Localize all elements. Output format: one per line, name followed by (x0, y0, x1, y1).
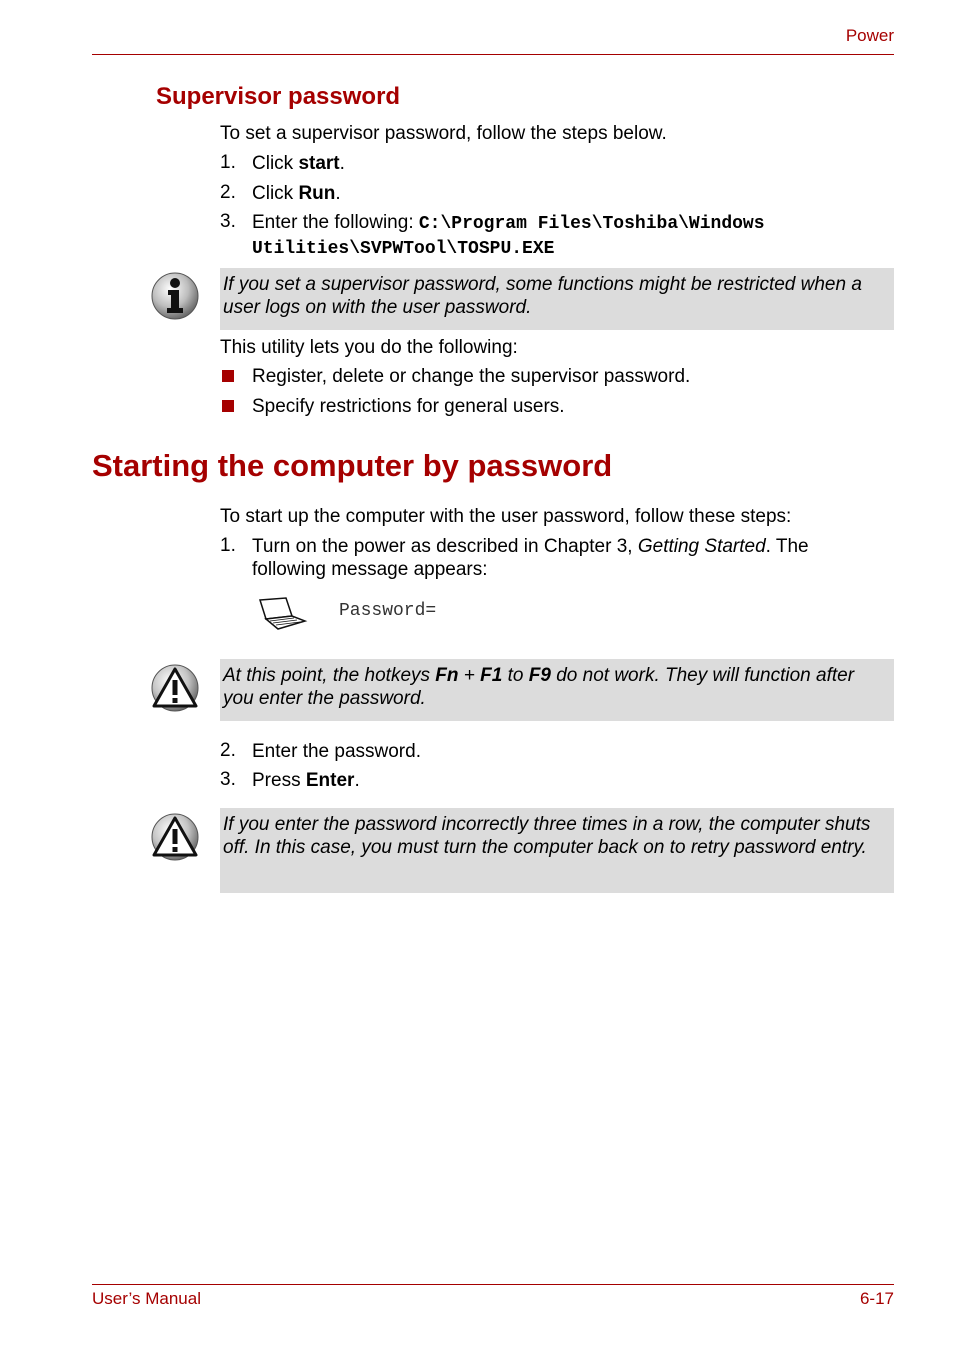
step-number: 2. (220, 182, 236, 203)
step-number: 2. (220, 740, 236, 761)
caution-icon (150, 812, 200, 862)
caution-note-hotkeys: At this point, the hotkeys Fn + F1 to F9 do not work. They will function after you enter the password. (220, 659, 894, 721)
supervisor-intro: To set a supervisor password, follow the steps below. (220, 123, 667, 144)
section-heading-starting: Starting the computer by password (92, 448, 613, 483)
page-number: 6-17 (859, 1289, 894, 1308)
utility-intro: This utility lets you do the following: (220, 337, 518, 358)
bullet-square-icon (222, 370, 234, 382)
command-path-cont: Utilities\SVPWTool\TOSPU.EXE (252, 239, 555, 259)
bold-term: Enter (305, 770, 355, 791)
step-number: 3. (220, 769, 236, 790)
bold-term: Run (298, 183, 336, 204)
bullet-square-icon (222, 400, 234, 412)
header-rule (92, 54, 894, 55)
chapter-title: Getting Started (637, 536, 766, 557)
key-f1: F1 (480, 665, 503, 686)
info-note: If you set a supervisor password, some functions might be restricted when a user logs on with the user password. (220, 268, 894, 330)
starting-intro: To start up the computer with the user password, follow these steps: (220, 506, 792, 527)
key-f9: F9 (528, 665, 551, 686)
section-heading-supervisor: Supervisor password (156, 83, 401, 110)
footer-rule (92, 1284, 894, 1285)
caution-note-retry: If you enter the password incorrectly three times in a row, the computer shuts off. In this case, you must turn the computer back on to retry password entry. (220, 808, 894, 893)
command-path: C:\Program Files\Toshiba\Windows (418, 214, 765, 234)
step-number: 1. (220, 535, 236, 556)
computer-screen-icon (256, 596, 308, 632)
caution-icon (150, 663, 200, 713)
password-prompt: Password= (339, 601, 437, 621)
info-icon (150, 271, 200, 321)
step-number: 1. (220, 152, 236, 173)
bold-term: start (298, 153, 340, 174)
running-header: Power (845, 26, 894, 45)
step-number: 3. (220, 211, 236, 232)
footer-manual-title: User’s Manual (92, 1289, 201, 1308)
key-fn: Fn (435, 665, 459, 686)
